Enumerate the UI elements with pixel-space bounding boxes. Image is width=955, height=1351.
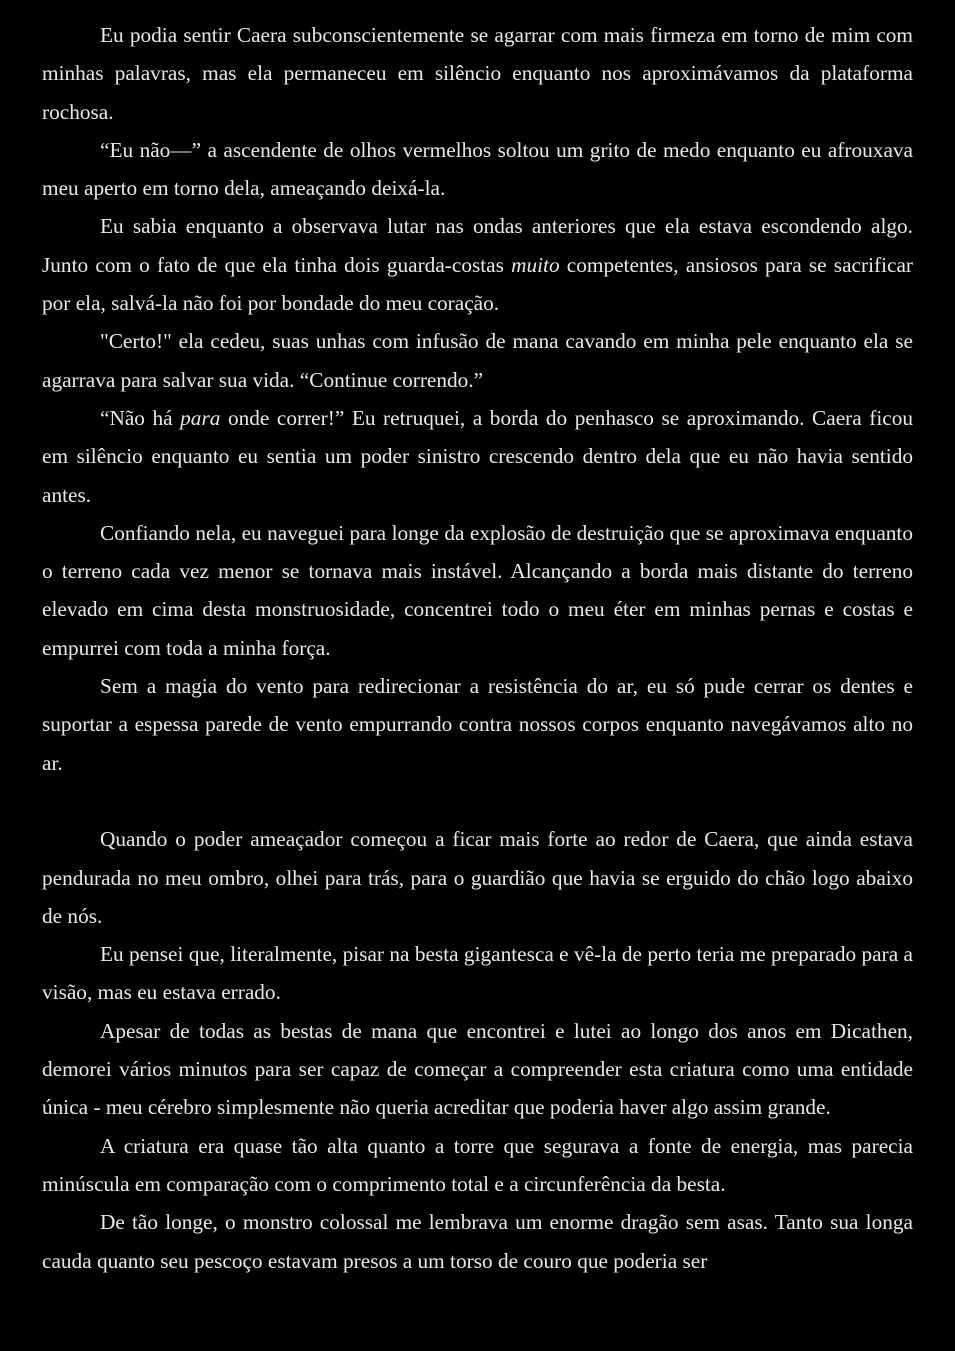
- paragraph-5-text-b: onde correr!” Eu retruquei, a borda do penhasco se aproximando. Caera ficou em silêncio enquanto eu sentia um poder sinistro crescendo dentro dela que eu não havia sentido antes.: [42, 405, 914, 507]
- paragraph-3-text-a: Eu sabia enquanto a observava lutar nas ondas anteriores que ela estava escondendo algo. Junto com o fato de que ela tinha dois guarda-costas: [42, 214, 913, 277]
- paragraph-5-text-a: “Não há: [100, 405, 181, 430]
- paragraph-6: Confiando nela, eu naveguei para longe da explosão de destruição que se aproximava enquanto o terreno cada vez menor se tornava mais instável. Alcançando a borda mais distante do terreno elevado em cima desta monstruosidade, concentrei todo o meu éter em minhas pernas e costas e empurrei com toda a minha força.: [42, 520, 913, 660]
- paragraph-3-emphasis: muito: [511, 252, 560, 277]
- paragraph-10: Apesar de todas as bestas de mana que encontrei e lutei ao longo dos anos em Dicathen, demorei vários minutos para ser capaz de começar a compreender esta criatura como uma entidade única - meu cérebro simplesmente não queria acreditar que poderia haver algo assim grande.: [42, 1018, 913, 1120]
- paragraph-5-emphasis: para: [180, 405, 221, 430]
- paragraph-3-text-b: competentes, ansiosos para se sacrificar por ela, salvá-la não foi por bondade do meu coração.: [42, 252, 913, 316]
- document-page: [42, 16, 913, 1280]
- paragraph-5: [42, 399, 913, 514]
- paragraph-4: "Certo!" ela cedeu, suas unhas com infusão de mana cavando em minha pele enquanto ela se agarrava para salvar sua vida. “Continue correndo.”: [42, 329, 913, 392]
- paragraph-1: Eu podia sentir Caera subconscientemente se agarrar com mais firmeza em torno de mim com minhas palavras, mas ela permaneceu em silêncio enquanto nos aproximávamos da plataforma rochosa.: [42, 23, 913, 124]
- paragraph-8: Quando o poder ameaçador começou a ficar mais forte ao redor de Caera, que ainda estava pendurada no meu ombro, olhei para trás, para o guardião que havia se erguido do chão logo abaixo de nós.: [42, 827, 913, 928]
- paragraph-9: Eu pensei que, literalmente, pisar na besta gigantesca e vê-la de perto teria me preparado para a visão, mas eu estava errado.: [42, 942, 913, 1005]
- paragraph-3: [42, 207, 913, 322]
- paragraph-12: De tão longe, o monstro colossal me lembrava um enorme dragão sem asas. Tanto sua longa cauda quanto seu pescoço estavam presos a um torso de couro que poderia ser: [42, 1210, 913, 1273]
- paragraph-11: A criatura era quase tão alta quanto a torre que segurava a fonte de energia, mas parecia minúscula em comparação com o comprimento total e a circunferência da besta.: [42, 1133, 913, 1196]
- paragraph-7: Sem a magia do vento para redirecionar a resistência do ar, eu só pude cerrar os dentes e suportar a espessa parede de vento empurrando contra nossos corpos enquanto navegávamos alto no ar.: [42, 674, 913, 775]
- paragraph-2: “Eu não—” a ascendente de olhos vermelhos soltou um grito de medo enquanto eu afrouxava meu aperto em torno dela, ameaçando deixá-la.: [42, 137, 913, 201]
